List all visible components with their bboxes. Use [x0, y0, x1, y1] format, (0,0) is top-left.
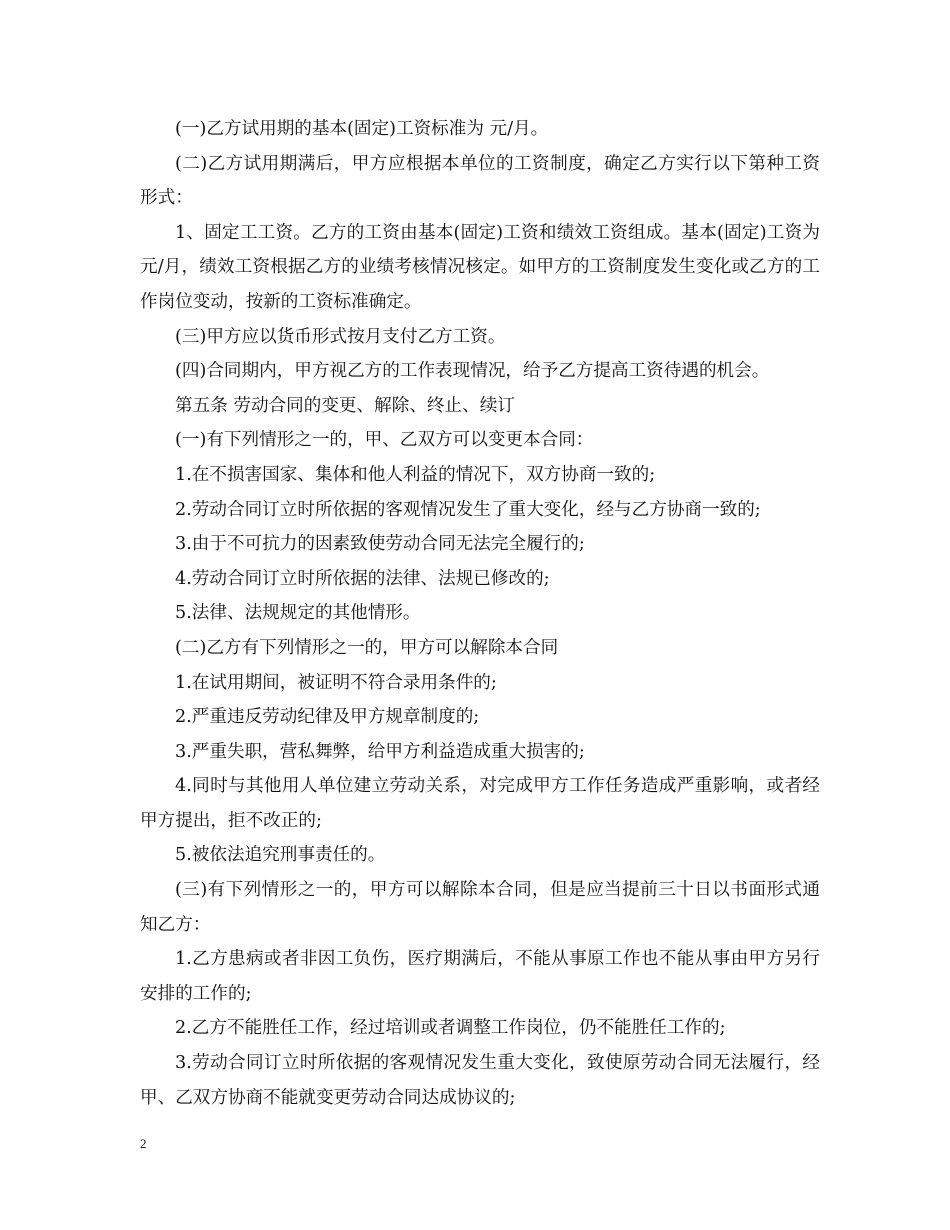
list-item: 2.劳动合同订立时所依据的客观情况发生了重大变化，经与乙方协商一致的; [175, 499, 761, 520]
paragraph: (四)合同期内，甲方视乙方的工作表现情况，给予乙方提高工资待遇的机会。 [175, 361, 770, 382]
paragraph: (三)有下列情形之一的，甲方可以解除本合同，但是应当提前三十日以书面形式通知乙方： [140, 880, 820, 935]
list-item: 3.严重失职，营私舞弊，给甲方利益造成重大损害的; [175, 741, 585, 762]
list-item: 3.劳动合同订立时所依据的客观情况发生重大变化，致使原劳动合同无法履行，经甲、乙双方协商不能就变更劳动合同达成协议的; [140, 1053, 820, 1108]
document-body [140, 112, 820, 1115]
list-item: 5.被依法追究刑事责任的。 [175, 845, 386, 866]
list-item: 3.由于不可抗力的因素致使劳动合同无法完全履行的; [175, 534, 585, 555]
page-number: 2 [140, 1136, 147, 1151]
list-item: 4.劳动合同订立时所依据的法律、法规已修改的; [175, 568, 550, 589]
list-item: 1.在试用期间，被证明不符合录用条件的; [175, 672, 497, 693]
paragraph: (一)有下列情形之一的，甲、乙双方可以变更本合同： [175, 430, 594, 451]
paragraph: (三)甲方应以货币形式按月支付乙方工资。 [175, 326, 506, 347]
paragraph: (二)乙方有下列情形之一的，甲方可以解除本合同 [175, 637, 559, 658]
section-heading: 第五条 劳动合同的变更、解除、终止、续订 [175, 395, 515, 416]
list-item: 5.法律、法规规定的其他情形。 [175, 603, 421, 624]
list-item: 2.乙方不能胜任工作，经过培训或者调整工作岗位，仍不能胜任工作的; [175, 1018, 726, 1039]
list-item: 1.在不损害国家、集体和他人利益的情况下，双方协商一致的; [175, 464, 656, 485]
paragraph: 1、固定工工资。乙方的工资由基本(固定)工资和绩效工资组成。基本(固定)工资为 元/月，绩效工资根据乙方的业绩考核情况核定。如甲方的工资制度发生变化或乙方的工作岗位变动，按新的工资标准确定。 [140, 222, 820, 312]
paragraph: (二)乙方试用期满后，甲方应根据本单位的工资制度，确定乙方实行以下第种工资形式： [140, 153, 820, 209]
list-item: 4.同时与其他用人单位建立劳动关系，对完成甲方工作任务造成严重影响，或者经甲方提出，拒不改正的; [140, 776, 820, 831]
paragraph: (一)乙方试用期的基本(固定)工资标准为 元/月。 [175, 119, 549, 139]
list-item: 2.严重违反劳动纪律及甲方规章制度的; [175, 707, 480, 728]
list-item: 1.乙方患病或者非因工负伤，医疗期满后，不能从事原工作也不能从事由甲方另行安排的工作的; [140, 949, 820, 1004]
